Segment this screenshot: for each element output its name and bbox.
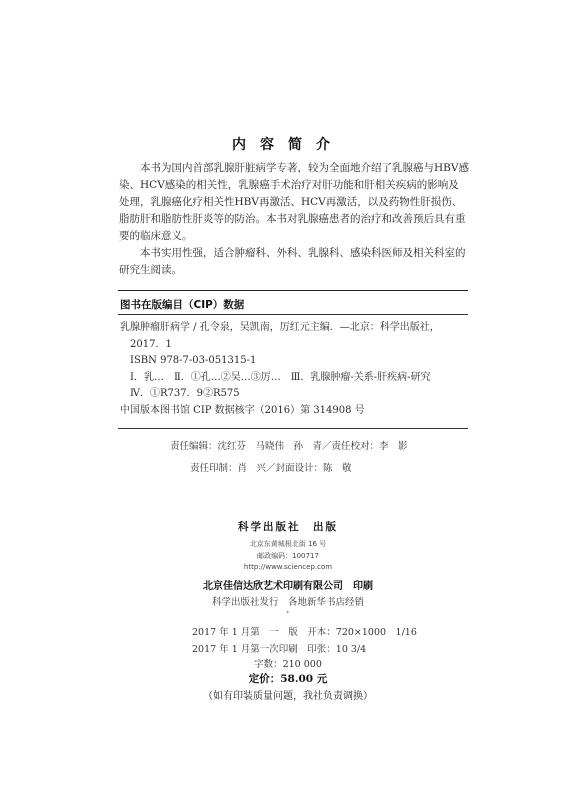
- content-intro-title: 内容简介: [232, 137, 344, 153]
- publisher-url: http://www.sciencep.com: [243, 563, 333, 571]
- cip-top-rule: [118, 290, 468, 291]
- quality-notice: （如有印装质量问题，我社负责调换）: [203, 691, 373, 702]
- edition-line-1: 2017 年 1 月第 一 版 开本：720×1000 1/16: [192, 627, 417, 638]
- cip-line-year: 2017．1: [130, 338, 172, 350]
- editors-line: 责任编辑：沈红芬 马晓伟 孙 青／责任校对：李 影: [170, 441, 408, 452]
- content-intro-body: [119, 160, 469, 279]
- publisher-postcode: 邮政编码：100717: [257, 552, 319, 560]
- cip-line-library-number: 中国版本图书馆 CIP 数据核字（2016）第 314908 号: [120, 404, 365, 416]
- cip-line-isbn: ISBN 978-7-03-051315-1: [130, 355, 257, 366]
- separator-mark: *: [286, 610, 289, 617]
- publisher-name: 科学出版社 出版: [238, 521, 338, 533]
- production-line: 责任印制：肖 兴／封面设计：陈 敬: [190, 463, 352, 474]
- word-count: 字数：210 000: [254, 659, 322, 670]
- price: 定价：58.00 元: [248, 673, 328, 685]
- publisher-address: 北京东黄城根北街 16 号: [249, 540, 327, 548]
- cip-bottom-rule: [118, 428, 468, 429]
- cip-line-subjects: Ⅰ．乳… Ⅱ．①孔…②吴…③厉… Ⅲ．乳腺肿瘤-关系-肝疾病-研究: [130, 371, 431, 383]
- printer-name: 北京佳信达欣艺术印刷有限公司 印刷: [203, 581, 373, 592]
- distribution-line: 科学出版社发行 各地新华书店经销: [211, 597, 364, 608]
- intro-paragraph-2: 本书实用性强，适合肿瘤科、外科、乳腺科、感染科医师及相关科室的研究生阅读。: [119, 247, 466, 276]
- cip-record: [120, 320, 468, 419]
- cip-line-classification: Ⅳ．①R737．9②R575: [130, 388, 240, 399]
- cip-line-title: 乳腺肿瘤肝病学 / 孔令泉，吴凯南，厉红元主编．—北京：科学出版社，: [120, 322, 440, 333]
- edition-line-2: 2017 年 1 月第一次印刷 印张：10 3/4: [192, 644, 367, 655]
- cip-heading: 图书在版编目（CIP）数据: [120, 299, 245, 311]
- intro-paragraph-1: 本书为国内首部乳腺肝脏病学专著，较为全面地介绍了乳腺癌与HBV感染、HCV感染的相关性，乳腺癌手术治疗对肝功能和肝相关疾病的影响及处理，乳腺癌化疗相关性HBV再激活、HCV再激活，以及药物性肝损伤、脂肪肝和脂肪性肝炎等的防治。本书对乳腺癌患者的治疗和改善预后具有重要的临床意义。: [119, 162, 469, 242]
- cip-heading-rule: [118, 314, 468, 315]
